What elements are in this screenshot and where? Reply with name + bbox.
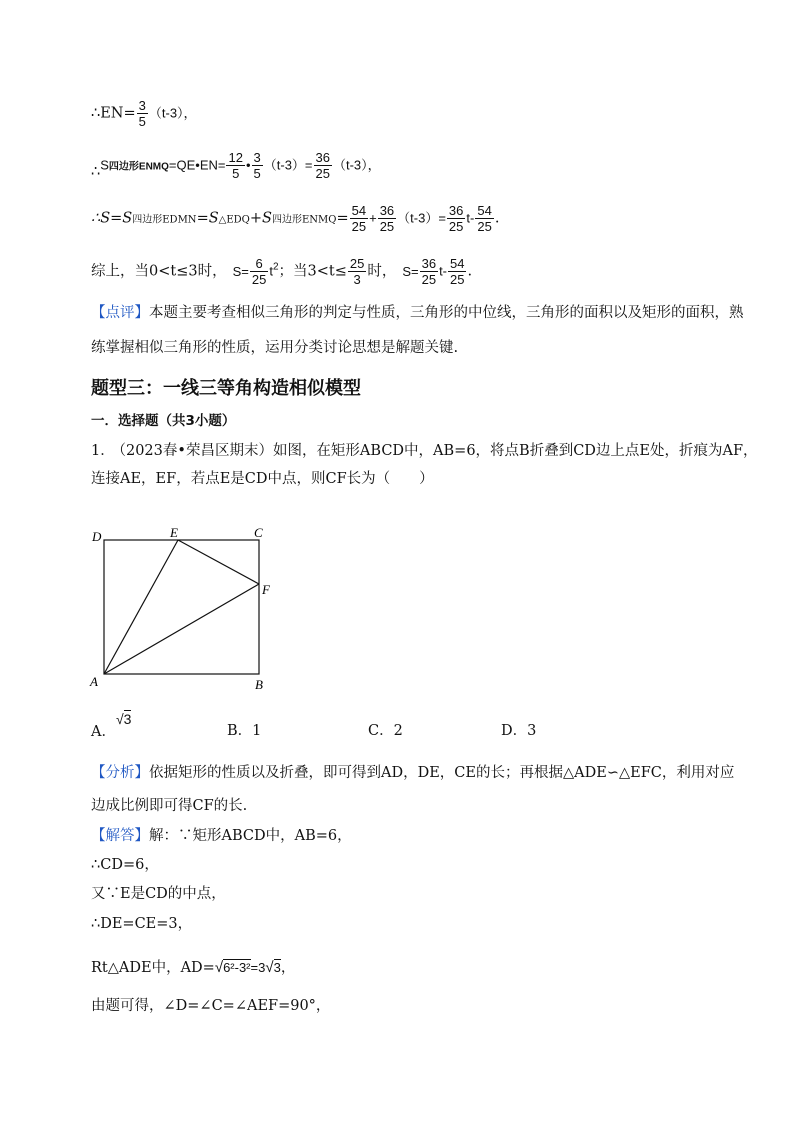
fraction [348,256,366,287]
eq1: =QE•EN= [168,157,226,173]
rt-eq: =3 [250,960,266,975]
frac-num: 54 [450,256,465,271]
frac-den: 5 [253,166,261,181]
fraction [447,203,465,234]
frac-den: 25 [351,219,367,234]
fraction [350,203,368,234]
frac-den: 5 [138,114,146,129]
s-text-b: =S [196,210,219,227]
s-text-d: = [336,210,349,227]
solution-line-3: 又∵E是CD的中点， [91,886,226,902]
frac-den: 25 [477,219,492,234]
label-e: E [170,525,178,540]
option-a[interactable] [91,711,132,742]
superscript: 2 [272,261,279,273]
dot: • [245,157,251,173]
therefore-symbol: ∴ [91,163,101,180]
s-total-formula [91,203,499,234]
rt-end: ， [280,960,296,976]
en-prefix: ∴EN= [91,105,136,122]
label-d: D [92,529,102,544]
analysis-text-1: 依据矩形的性质以及折叠，即可得到AD，DE，CE的长；再根据△ADE∽△EFC，利用对应 [149,765,735,781]
question-line-1 [91,441,758,461]
fraction [250,256,268,287]
solution-line-1 [91,826,352,846]
fraction [226,150,244,181]
summary-s1: S= [232,263,249,279]
label-c: C [254,525,263,540]
solution-line-6: 由题可得，∠D=∠C=∠AEF=90°， [91,998,331,1014]
sqrt-icon: √ [265,959,274,976]
comment-text-1: 本题主要考查相似三角形的判定与性质，三角形的中位线，三角形的面积以及矩形的面积，熟 [149,305,744,321]
frac-num: 25 [349,256,365,271]
analysis-line-1 [91,763,734,783]
rt-radicand-2: 3 [273,960,281,975]
eq2: = [304,157,313,173]
t-minus: t- [439,263,448,279]
fraction [252,150,263,181]
solution-text-1: 解：∵矩形ABCD中，AB=6， [149,828,352,844]
comment-line-2: 练掌握相似三角形的性质，运用分类讨论思想是解题关键. [91,340,459,356]
rectangle-abcd [104,540,259,674]
option-c[interactable]: C．2 [368,723,403,739]
frac-den: 25 [251,272,267,287]
s-sub-a: 四边形EDMN [132,214,197,226]
frac-den: 25 [379,219,395,234]
rt-prefix: Rt△ADE中，AD= [91,960,215,976]
fraction [314,150,332,181]
question-text-1: （2023春•荣昌区期末）如图，在矩形ABCD中，AB=6，将点B折叠到CD边上点E处，折痕为AF， [118,443,758,459]
solution-line-5 [91,958,295,978]
summary-semi: ；当3<t≤ [278,263,347,280]
end: . [467,263,473,280]
frac-den: 3 [353,272,361,287]
summary-a: 综上，当0<t≤3时， [91,263,227,280]
frac-num: 3 [253,150,261,165]
en-suffix: （t-3）， [148,105,197,121]
comment-tag: 【点评】 [91,305,149,321]
section-title: 题型三：一线三等角构造相似模型 [91,378,361,399]
t-minus: t- [466,210,475,226]
en-formula [91,98,197,129]
plus: + [369,210,377,226]
frac-den: 25 [315,166,330,181]
rt-radicand: 6²-3² [223,960,251,975]
subsection-title: 一．选择题（共3小题） [91,413,236,429]
option-a-label: A． [91,724,116,740]
fraction-3-5 [137,98,148,129]
fraction [475,203,493,234]
question-line-2: 连接AE，EF，若点E是CD中点，则CF长为（ ） [91,471,434,487]
tail: （t-3）， [332,157,381,173]
sqrt-icon: √ [115,711,124,727]
label-a: A [90,674,98,689]
frac-num: 6 [250,256,268,272]
option-b[interactable]: B．1 [227,723,262,739]
sqrt-icon: √ [214,959,224,976]
mid: （t-3） [263,157,305,173]
summary-s2: S= [402,263,419,279]
fraction [378,203,396,234]
geometry-figure [88,522,278,694]
analysis-tag: 【分析】 [91,765,149,781]
summary-when: 时， [367,263,397,280]
frac-den: 25 [421,272,437,287]
question-number: 1． [91,443,115,459]
frac-den: 25 [448,219,464,234]
frac-num: 12 [228,150,243,165]
s-text-c: +S [249,210,272,227]
s-label: S [100,157,109,173]
analysis-line-2: 边成比例即可得CF的长. [91,798,248,814]
solution-line-2: ∴CD=6， [91,857,159,873]
comment-line-1 [91,303,744,323]
s-sub-c: 四边形ENMQ [271,214,337,226]
frac-num: 36 [315,150,330,165]
segment-ae [104,540,178,674]
summary-formula [91,256,472,287]
option-d[interactable]: D．3 [501,723,537,739]
end: . [494,210,500,227]
option-a-value: 3 [123,711,132,727]
t2: t [269,263,273,279]
frac-num: 54 [477,203,492,218]
frac-num: 36 [448,203,464,218]
frac-num: 54 [351,203,367,218]
segment-af [104,584,259,674]
fraction [420,256,438,287]
frac-num: 3 [138,98,146,113]
s-subscript: 四边形ENMQ [108,161,169,173]
frac-den: 5 [232,166,240,181]
solution-line-4: ∴DE=CE=3， [91,916,193,932]
label-f: F [262,582,270,597]
s-sub-b: △EDQ [218,214,250,226]
segment-ef [178,540,259,584]
fraction [448,256,466,287]
label-b: B [255,677,263,692]
frac-num: 36 [379,203,395,218]
s-text-a: ∴S=S [91,210,133,227]
s-enmq-formula [91,150,381,181]
frac-den: 25 [450,272,465,287]
eq: = [438,210,446,226]
solution-tag: 【解答】 [91,828,149,844]
frac-num: 36 [421,256,437,271]
mid: （t-3） [397,210,439,226]
